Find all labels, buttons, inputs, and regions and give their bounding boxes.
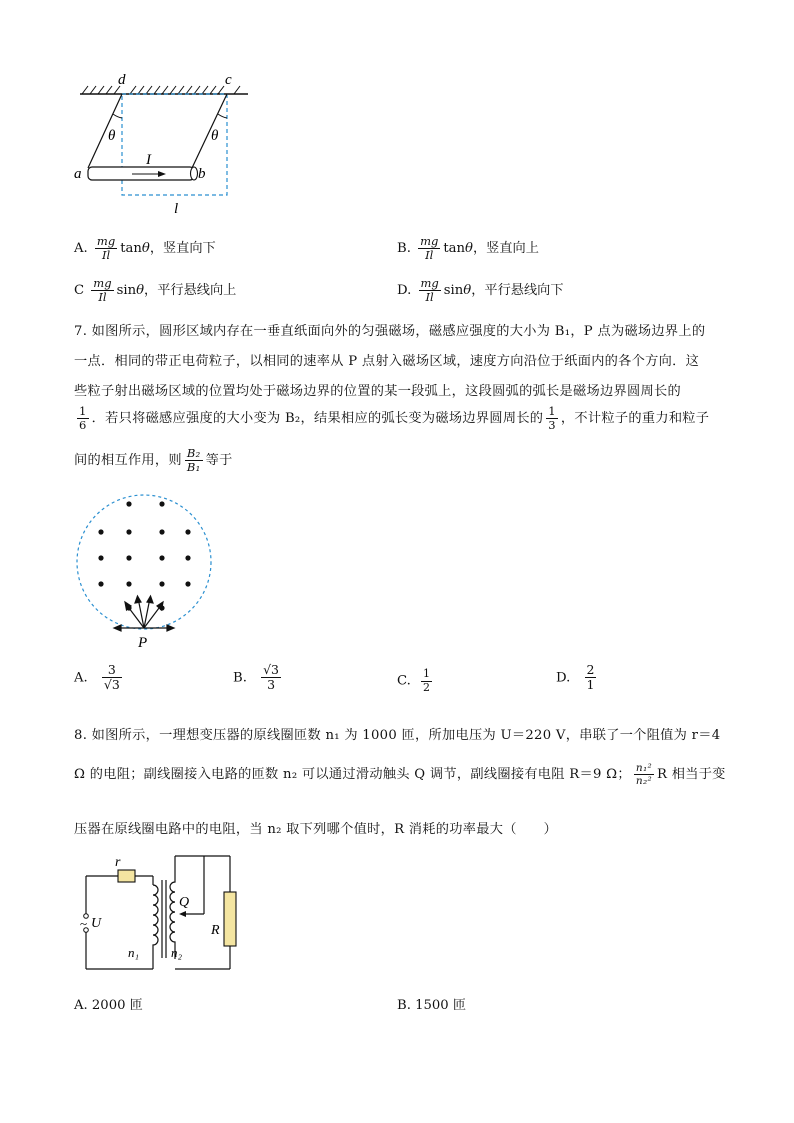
q8-line-1: 8. 如图所示，一理想变压器的原线圈匝数 n₁ 为 1000 匝，所加电压为 U＝220 V，串联了一个阻值为 r＝4 bbox=[74, 728, 721, 743]
resistor-r bbox=[118, 870, 135, 882]
q8-option-b[interactable]: B. 1500 匝 bbox=[397, 998, 467, 1013]
field-boundary bbox=[77, 495, 211, 629]
q7-option-c[interactable]: C. $\frac{1}{2}$ bbox=[397, 667, 431, 694]
label-d: d bbox=[118, 72, 126, 88]
label-U: U bbox=[91, 916, 102, 931]
field-dots bbox=[98, 501, 190, 610]
fraction-n1sq-n2sq: $\frac{\text{n₁²}}{\text{n₂²}}$ bbox=[635, 762, 652, 788]
label-l: l bbox=[174, 201, 179, 217]
label-n1: n₁ bbox=[128, 945, 140, 960]
q7-option-d[interactable]: D. $\frac{2}{1}$ bbox=[556, 662, 595, 693]
q7-line-4: $\frac{1}{6}$ ．若只将磁感应强度的大小变为 B₂，结果相应的弧长变为磁场边界圆周长的 $\frac{1}{3}$ ，不计粒子的重力和粒子 bbox=[79, 404, 710, 433]
resistor-R bbox=[224, 892, 236, 946]
label-R: R bbox=[211, 923, 220, 938]
fraction-b2-b1: $\frac{\text{B₂}}{\text{B₁}}$ bbox=[186, 446, 201, 475]
magnetic-field-figure bbox=[74, 492, 216, 650]
angle-arc-left bbox=[113, 114, 122, 118]
q6-option-c[interactable]: C $\frac{mg}{Il}$ sinθ，平行悬线向上 bbox=[74, 276, 237, 305]
q6-option-d[interactable]: D. $\frac{mg}{Il}$ sinθ，平行悬线向下 bbox=[397, 276, 564, 305]
label-tilde: ~ bbox=[80, 916, 88, 931]
label-r: r bbox=[115, 855, 121, 870]
angle-arc-right bbox=[218, 114, 227, 118]
label-Q: Q bbox=[179, 895, 190, 910]
ceiling-hatch bbox=[82, 86, 240, 94]
string-right bbox=[192, 94, 227, 168]
q8-line-2: Ω 的电阻；副线圈接入电路的匝数 n₂ 可以通过滑动触头 Q 调节，副线圈接有电阻 R＝9 Ω； $\frac{\text{n₁²}}{\text{n₂²}}$ R 相当于变 bbox=[74, 762, 726, 788]
q7-line-1: 7. 如图所示，圆形区域内存在一垂直纸面向外的匀强磁场，磁感应强度的大小为 B₁，P 点为磁场边界上的 bbox=[74, 324, 706, 339]
q7-option-b[interactable]: B. $\frac{√3}{3}$ bbox=[233, 662, 280, 693]
label-n2: n₂ bbox=[171, 945, 183, 960]
rod-figure bbox=[70, 68, 260, 218]
q7-option-a[interactable]: A. $\frac{3}{√3}$ bbox=[74, 662, 120, 693]
label-c: c bbox=[225, 72, 232, 88]
label-P: P bbox=[138, 635, 148, 650]
q8-option-a[interactable]: A. 2000 匝 bbox=[74, 998, 143, 1013]
fraction-one-third: $\frac{1}{3}$ bbox=[548, 404, 556, 433]
slider-arrowhead bbox=[179, 911, 186, 917]
label-a: a bbox=[74, 166, 82, 182]
q7-line-3: 些粒子射出磁场区域的位置均处于磁场边界的位置的某一段弧上，这段圆弧的弧长是磁场边界圆周长的 bbox=[74, 384, 681, 399]
fraction-one-sixth: $\frac{1}{6}$ bbox=[79, 404, 87, 433]
q7-line-5: 间的相互作用，则 $\frac{\text{B₂}}{\text{B₁}}$ 等于 bbox=[74, 446, 233, 475]
primary-coil bbox=[153, 885, 158, 954]
label-theta-left: θ bbox=[108, 128, 116, 144]
label-theta-right: θ bbox=[211, 128, 219, 144]
label-b: b bbox=[198, 166, 206, 182]
q6-option-b[interactable]: B. $\frac{mg}{Il}$ tanθ，竖直向上 bbox=[397, 234, 539, 263]
label-I: I bbox=[146, 152, 151, 168]
q6-option-a[interactable]: A. $\frac{mg}{Il}$ tanθ，竖直向下 bbox=[74, 234, 216, 263]
q8-line-3: 压器在原线圈电路中的电阻，当 n₂ 取下列哪个值时，R 消耗的功率最大（ ） bbox=[74, 822, 558, 837]
q7-line-2: 一点．相同的带正电荷粒子，以相同的速率从 P 点射入磁场区域，速度方向沿位于纸面内的各个方向．这 bbox=[74, 354, 700, 369]
transformer-circuit-figure bbox=[78, 850, 248, 974]
string-left bbox=[88, 94, 122, 168]
